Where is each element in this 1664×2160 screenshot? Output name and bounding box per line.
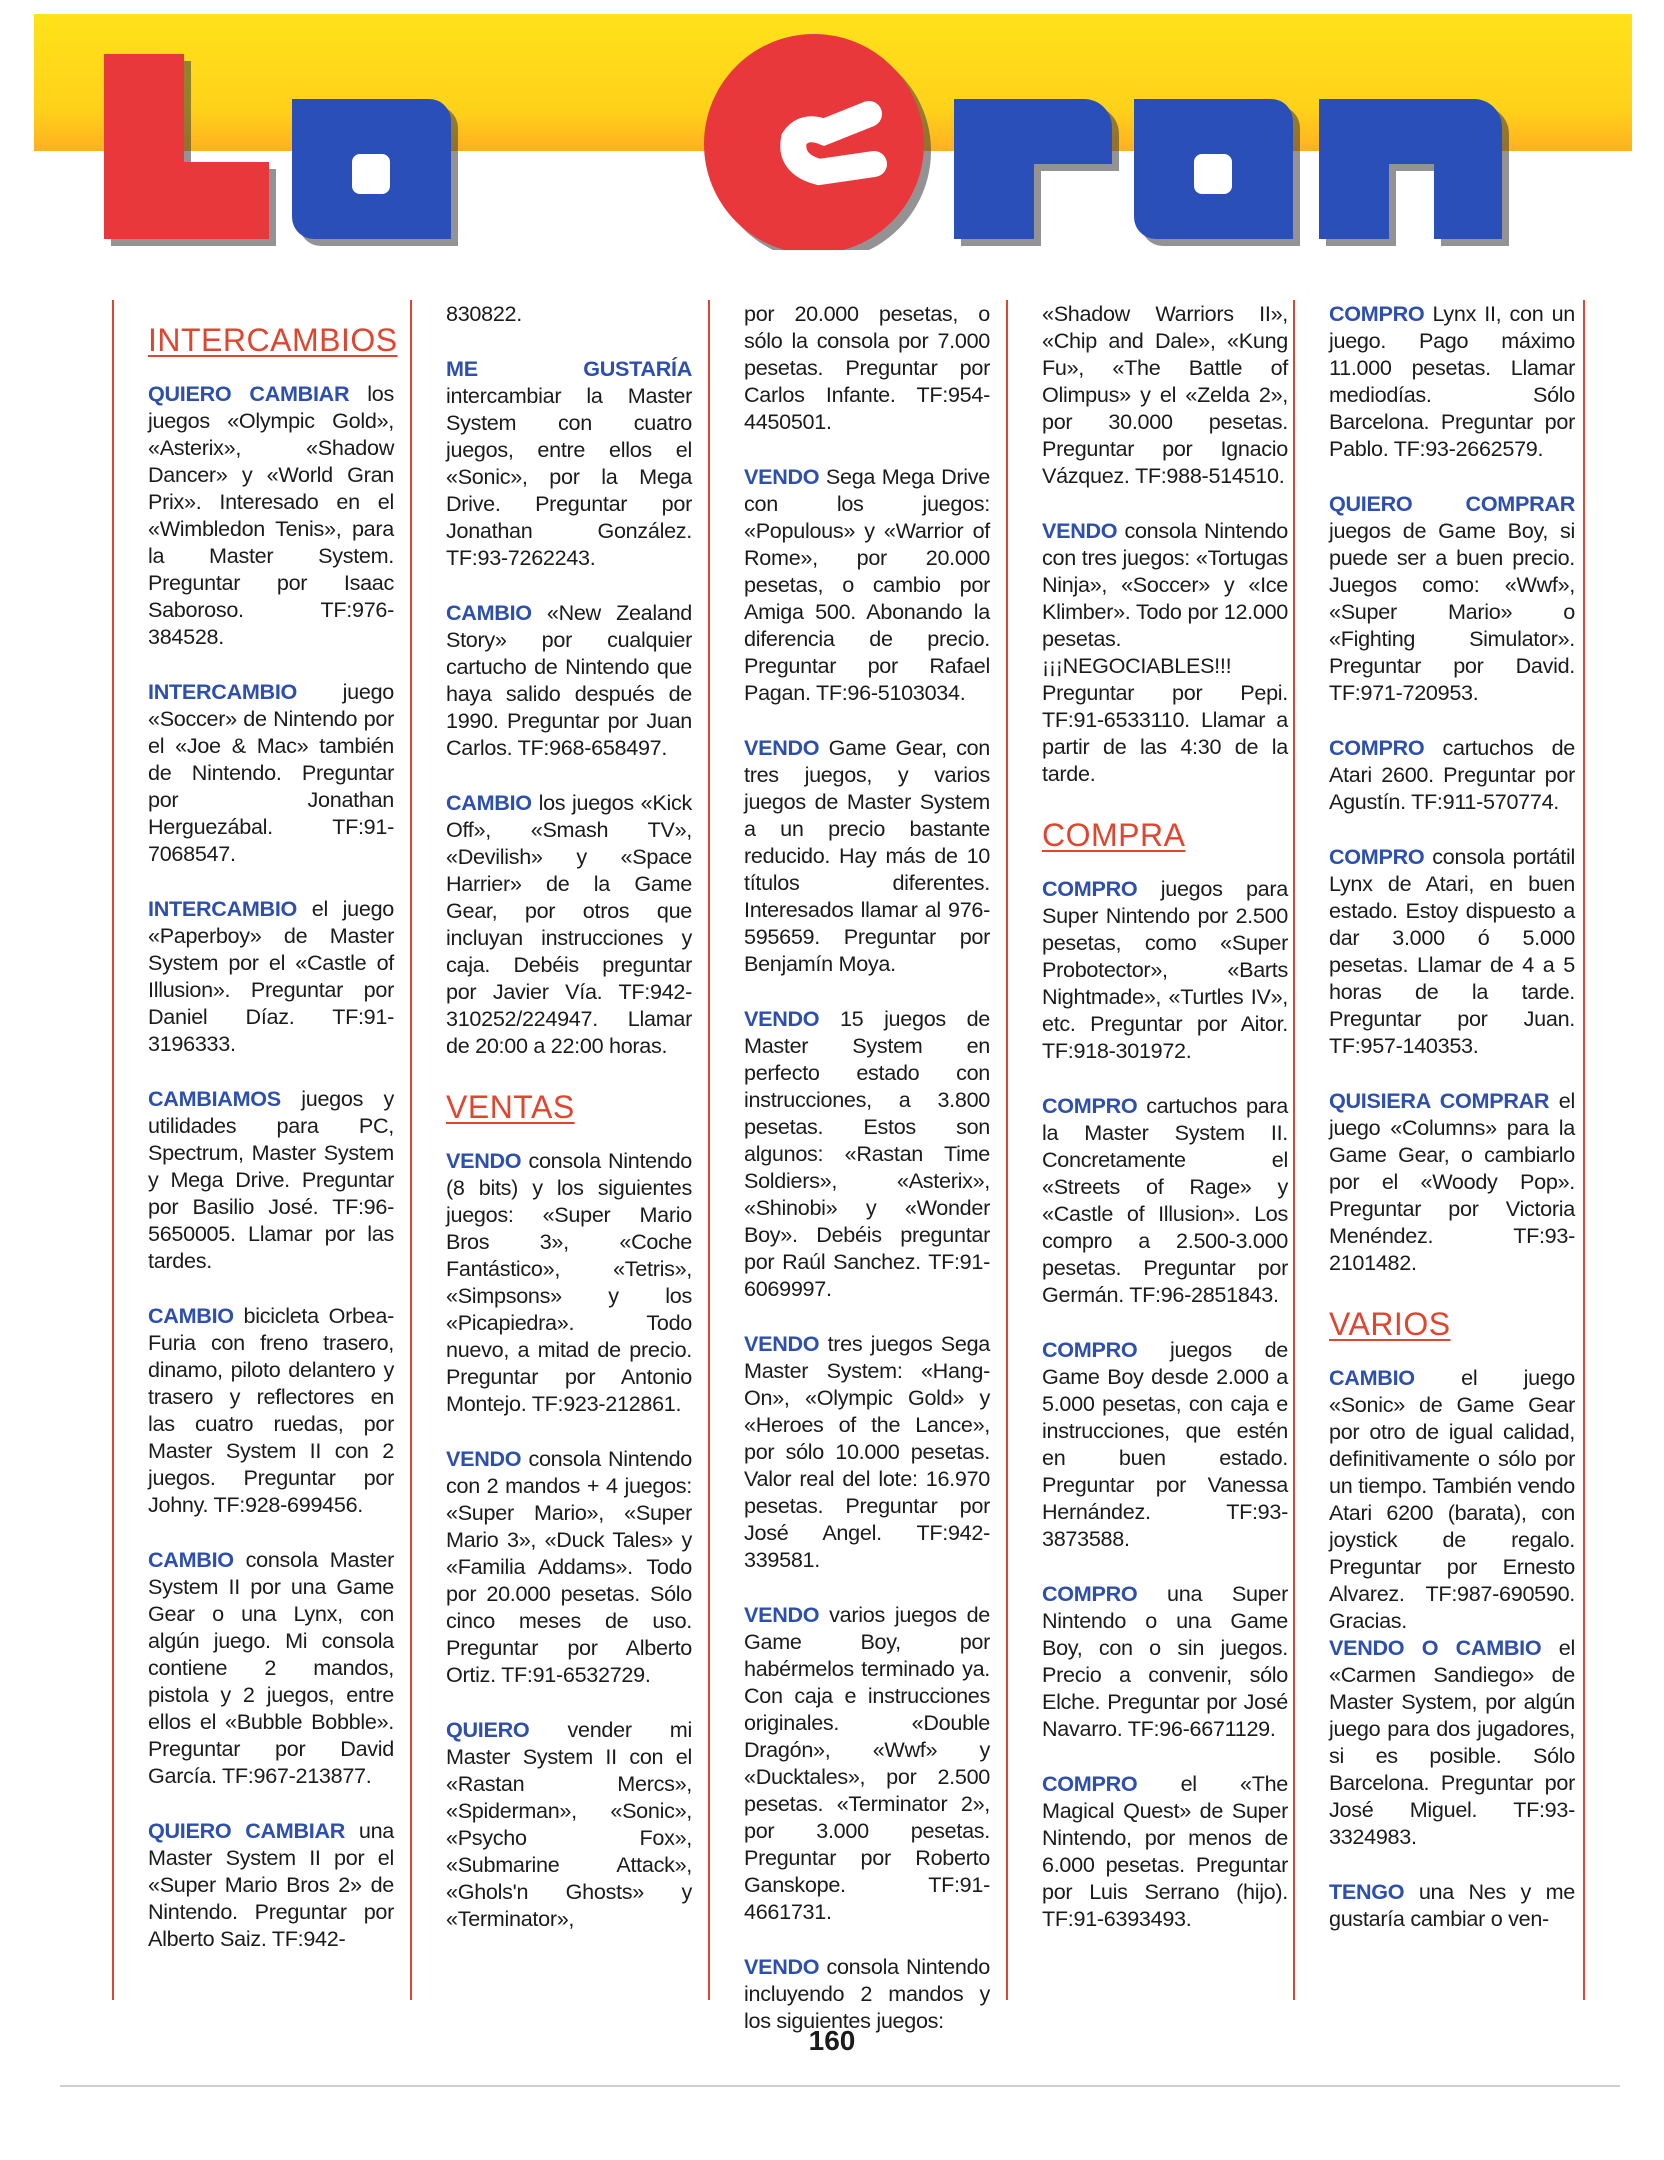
letter-n bbox=[1319, 99, 1502, 239]
classified-ad-continued: 830822. bbox=[446, 301, 522, 326]
classified-ad-continued: por 20.000 pesetas, o sólo la consola por 7.000 pesetas. Preguntar por Carlos Infante. TF:954-4450501. bbox=[744, 301, 990, 434]
classified-ad: QUIERO vender mi Master System II con el «Rastan Mercs», «Spiderman», «Sonic», «Psycho Fox», «Submarine Attack», «Ghols'n Ghosts» y «Terminator», bbox=[446, 1717, 692, 1931]
letter-G bbox=[704, 34, 924, 250]
classified-ad: VENDO varios juegos de Game Boy, por habérmelos terminado ya. Con caja e instrucciones originales. «Double Dragón», «Wwf» y «Ducktales», por 2.500 pesetas. «Terminator 2», por 3.000 pesetas. Preguntar por Roberto Ganskope. TF:91-4661731. bbox=[744, 1602, 990, 1924]
column-5 bbox=[1329, 300, 1575, 1932]
classified-ad: VENDO consola Nintendo (8 bits) y los siguientes juegos: «Super Mario Bros 3», «Coche Fantástico», «Tetris», «Simpsons» y los «Picapiedra». Todo nuevo, a mitad de precio. Preguntar por Antonio Montejo. TF:923-212861. bbox=[446, 1148, 692, 1416]
title-word-1 bbox=[0, 0, 1, 1]
classified-ad: CAMBIO «New Zealand Story» por cualquier cartucho de Nintendo que haya salido después de 1990. Preguntar por Juan Carlos. TF:968-658497. bbox=[446, 600, 692, 760]
column-rule bbox=[1006, 300, 1008, 2000]
column-4 bbox=[1042, 300, 1288, 1932]
letter-r bbox=[954, 99, 1112, 239]
classified-ad: VENDO consola Nintendo con 2 mandos + 4 juegos: «Super Mario», «Super Mario 3», «Duck Tales» y «Familia Addams». Todo por 20.000 pesetas. Sólo cinco meses de uso. Preguntar por Alberto Ortiz. TF:91-6532729. bbox=[446, 1446, 692, 1687]
column-rule bbox=[112, 300, 114, 2000]
classified-ad: TENGO una Nes y me gustaría cambiar o ven- bbox=[1329, 1879, 1575, 1931]
classified-ad: COMPRO juegos para Super Nintendo por 2.500 pesetas, como «Super Probotector», «Barts Nightmade», «Turtles IV», etc. Preguntar por Aitor. TF:918-301972. bbox=[1042, 876, 1288, 1063]
letter-a-1 bbox=[292, 99, 451, 239]
classified-ad: VENDO tres juegos Sega Master System: «Hang-On», «Olympic Gold» y «Heroes of the Lance», por sólo 10.000 pesetas. Valor real del lote: 16.970 pesetas. Preguntar por José Angel. TF:942-339581. bbox=[744, 1331, 990, 1572]
title-banner bbox=[34, 14, 1632, 250]
classified-ad: COMPRO cartuchos para la Master System II. Concretamente el «Streets of Rage» y «Castle of Illusion». Los compro a 2.500-3.000 pesetas. Preguntar por Germán. TF:96-2851843. bbox=[1042, 1093, 1288, 1307]
classified-ad: INTERCAMBIO juego «Soccer» de Nintendo por el «Joe & Mac» también de Nintendo. Preguntar por Jonathan Herguezábal. TF:91-7068547. bbox=[148, 679, 394, 866]
section-heading-compra: COMPRA bbox=[1042, 817, 1186, 853]
classified-ad: VENDO Game Gear, con tres juegos, y varios juegos de Master System a un precio bastante reducido. Hay más de 10 títulos diferentes. Interesados llamar al 976-595659. Preguntar por Benjamín Moya. bbox=[744, 735, 990, 976]
classified-ad: CAMBIO consola Master System II por una Game Gear o una Lynx, con algún juego. Mi consola contiene 2 mandos, pistola y 2 juegos, entre ellos el «Bubble Bobble». Preguntar por David García. TF:967-213877. bbox=[148, 1547, 394, 1788]
classified-ad: QUIERO COMPRAR juegos de Game Boy, si puede ser a buen precio. Juegos como: «Wwf», «Super Mario» o «Fighting Simulator». Preguntar por David. TF:971-720953. bbox=[1329, 491, 1575, 705]
classified-ad: QUISIERA COMPRAR el juego «Columns» para la Game Gear, o cambiarlo por el «Woody Pop». Preguntar por Victoria Menéndez. TF:93-2101482. bbox=[1329, 1088, 1575, 1275]
classified-ad: COMPRO cartuchos de Atari 2600. Preguntar por Agustín. TF:911-570774. bbox=[1329, 735, 1575, 814]
classified-ad: QUIERO CAMBIAR los juegos «Olympic Gold», «Asterix», «Shadow Dancer» y «World Gran Prix». Interesado en el «Wimbledon Tenis», para la Master System. Preguntar por Isaac Saboroso. TF:976-384528. bbox=[148, 381, 394, 649]
classified-ad: COMPRO consola portátil Lynx de Atari, en buen estado. Estoy dispuesto a dar 3.000 ó 5.000 pesetas. Llamar de 4 a 5 horas de la tarde. Preguntar por Juan. TF:957-140353. bbox=[1329, 844, 1575, 1058]
page-number: 160 bbox=[808, 2025, 856, 2056]
classified-ad: COMPRO juegos de Game Boy desde 2.000 a 5.000 pesetas, con caja e instrucciones, que estén en buen estado. Preguntar por Vanessa Hernández. TF:93-3873588. bbox=[1042, 1337, 1288, 1551]
classified-ad: INTERCAMBIO el juego «Paperboy» de Master System por el «Castle of Illusion». Preguntar por Daniel Díaz. TF:91-3196333. bbox=[148, 896, 394, 1056]
classified-ad: VENDO consola Nintendo incluyendo 2 mandos y los siguientes juegos: bbox=[744, 1954, 990, 2033]
column-3 bbox=[744, 300, 990, 2034]
classified-ad: COMPRO una Super Nintendo o una Game Boy, con o sin juegos. Precio a convenir, sólo Elche. Preguntar por José Navarro. TF:96-6671129. bbox=[1042, 1581, 1288, 1741]
classified-ad: VENDO Sega Mega Drive con los juegos: «Populous» y «Warrior of Rome», por 20.000 pesetas, o cambio por Amiga 500. Abonando la diferencia de precio. Preguntar por Rafael Pagan. TF:96-5103034. bbox=[744, 464, 990, 705]
section-heading-ventas: VENTAS bbox=[446, 1089, 575, 1125]
column-2 bbox=[446, 300, 692, 1932]
title-graphic bbox=[34, 14, 1632, 250]
bottom-rule bbox=[60, 2085, 1620, 2087]
classified-ad: COMPRO Lynx II, con un juego. Pago máximo 11.000 pesetas. Llamar mediodías. Sólo Barcelona. Preguntar por Pablo. TF:93-2662579. bbox=[1329, 301, 1575, 461]
classified-ad: VENDO consola Nintendo con tres juegos: «Tortugas Ninja», «Soccer» y «Ice Klimber». Todo por 12.000 pesetas. ¡¡¡NEGOCIABLES!!! Preguntar por Pepi. TF:91-6533110. Llamar a partir de las 4:30 de la tarde. bbox=[1042, 518, 1288, 786]
column-rule bbox=[1583, 300, 1585, 2000]
column-rule bbox=[1293, 300, 1295, 2000]
classified-ad: VENDO O CAMBIO el «Carmen Sandiego» de Master System, por algún juego para dos jugadores, si es posible. Sólo Barcelona. Preguntar por José Miguel. TF:93-3324983. bbox=[1329, 1635, 1575, 1849]
letter-a-2 bbox=[1134, 99, 1293, 239]
column-rule bbox=[410, 300, 412, 2000]
classified-ad: CAMBIAMOS juegos y utilidades para PC, Spectrum, Master System y Mega Drive. Preguntar por Basilio José. TF:96-5650005. Llamar por las tardes. bbox=[148, 1086, 394, 1273]
section-heading-varios: VARIOS bbox=[1329, 1306, 1451, 1342]
classified-ad: ME GUSTARÍA intercambiar la Master System con cuatro juegos, entre ellos el «Sonic», por la Mega Drive. Preguntar por Jonathan González. TF:93-7262243. bbox=[446, 356, 692, 570]
classified-ad: CAMBIO el juego «Sonic» de Game Gear por otro de igual calidad, definitivamente o sólo por un tiempo. También vendo Atari 6200 (barata), con joystick de regalo. Preguntar por Ernesto Alvarez. TF:987-690590. Gracias. bbox=[1329, 1365, 1575, 1633]
classified-ad: CAMBIO bicicleta Orbea-Furia con freno trasero, dinamo, piloto delantero y trasero y reflectores en las cuatro ruedas, por Master System II con 2 juegos. Preguntar por Johny. TF:928-699456. bbox=[148, 1303, 394, 1517]
classified-ad: COMPRO el «The Magical Quest» de Super Nintendo, por menos de 6.000 pesetas. Preguntar por Luis Serrano (hijo). TF:91-6393493. bbox=[1042, 1771, 1288, 1931]
column-1 bbox=[148, 300, 398, 1952]
section-heading-intercambios: INTERCAMBIOS bbox=[148, 322, 398, 358]
title-text bbox=[0, 0, 1, 1]
letter-L bbox=[104, 54, 269, 239]
classified-ad: QUIERO CAMBIAR una Master System II por el «Super Mario Bros 2» de Nintendo. Preguntar por Alberto Saiz. TF:942- bbox=[148, 1818, 394, 1951]
column-rule bbox=[708, 300, 710, 2000]
classified-ad: VENDO 15 juegos de Master System en perfecto estado con instrucciones, a 3.800 pesetas. Estos son algunos: «Rastan Time Soldiers», «Asterix», «Shinobi» y «Wonder Boy». Debéis preguntar por Raúl Sanchez. TF:91-6069997. bbox=[744, 1006, 990, 1301]
classified-ad-continued: «Shadow Warriors II», «Chip and Dale», «Kung Fu», «The Battle of Olimpus» y el «Zelda 2», por 30.000 pesetas. Preguntar por Ignacio Vázquez. TF:988-514510. bbox=[1042, 301, 1288, 488]
classified-ad: CAMBIO los juegos «Kick Off», «Smash TV», «Devilish» y «Space Harrier» de la Game Gear, por otros que incluyan instrucciones y caja. Debéis preguntar por Javier Vía. TF:942-310252/224947. Llamar de 20:00 a 22:00 horas. bbox=[446, 790, 692, 1058]
